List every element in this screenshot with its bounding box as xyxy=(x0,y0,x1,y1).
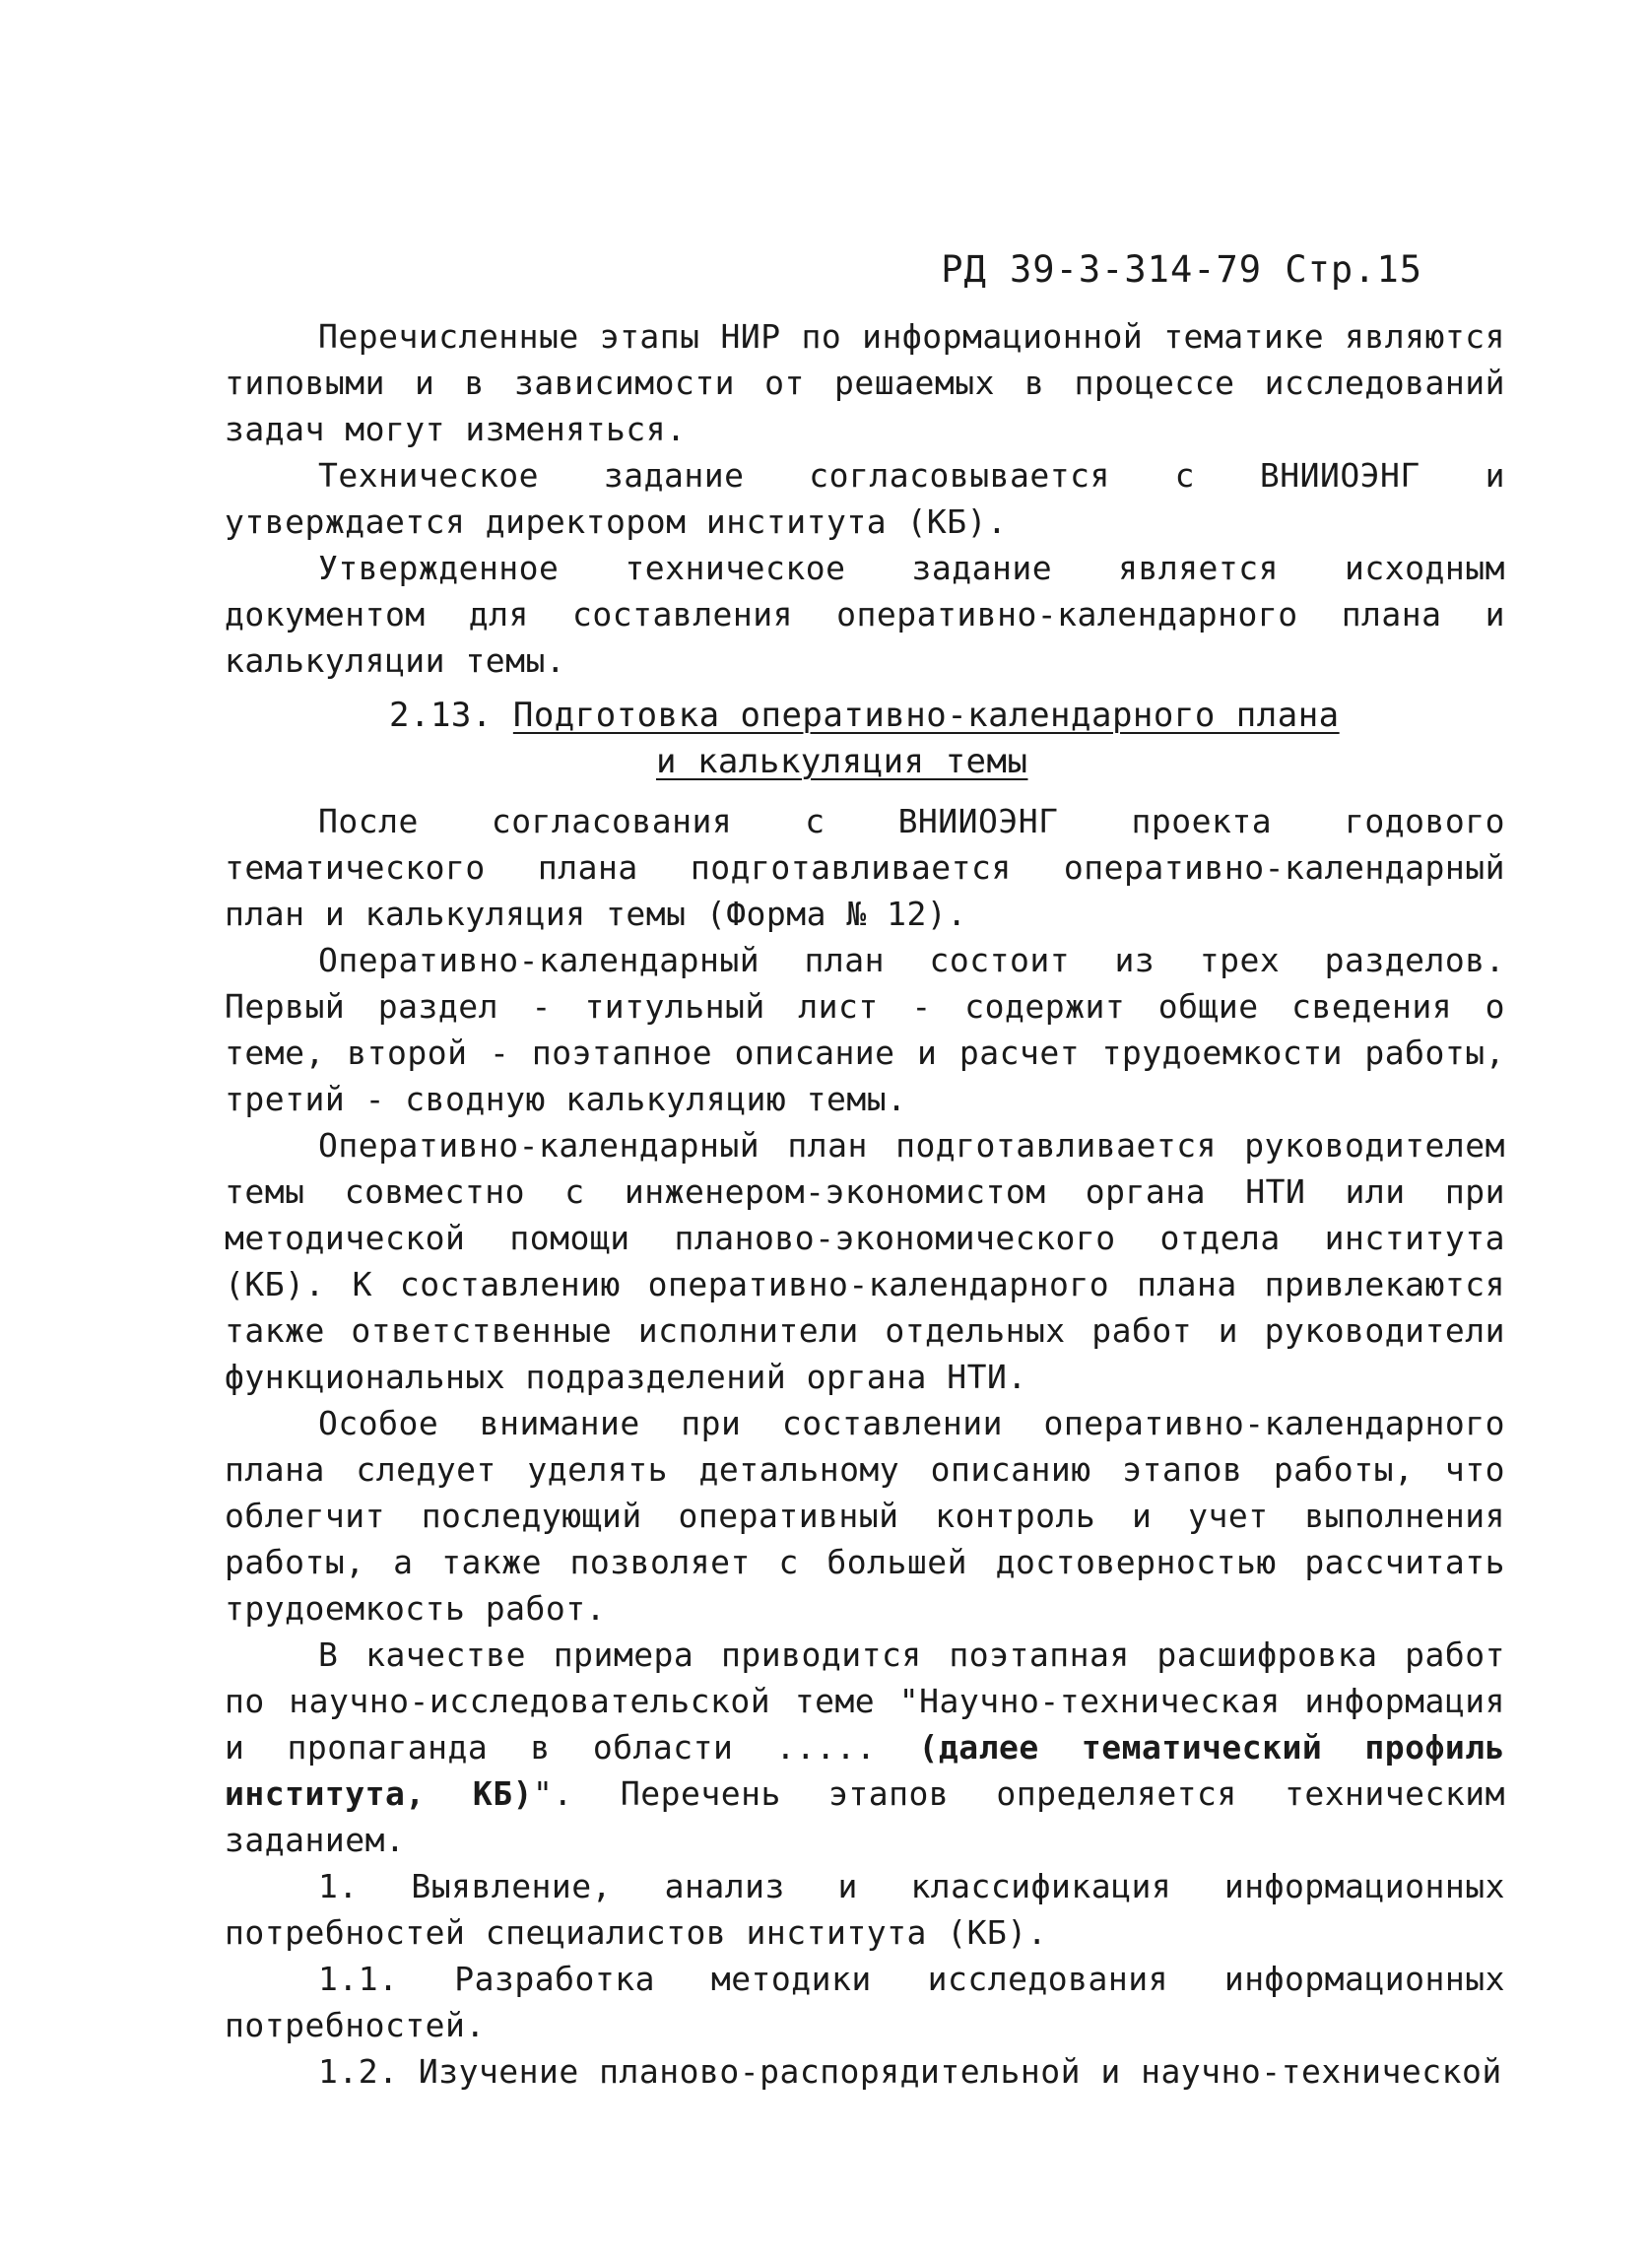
document-reference: РД 39-3-314-79 Стр.15 xyxy=(941,248,1422,291)
paragraph: Утвержденное техническое задание является исходным документом для составления оперативно-календарного плана и калькуляции темы. xyxy=(225,549,1505,680)
paragraph: Оперативно-календарный план состоит из трех разделов. Первый раздел - титульный лист - содержит общие сведения о теме, второй - поэтапное описание и расчет трудоемкости работы, третий - сводную калькуляцию темы. xyxy=(225,941,1505,1118)
paragraph-emphasis: (далее тематический профиль института, КБ) xyxy=(225,1728,1505,1813)
list-item: 1.1. Разработка методики исследования информационных потребностей. xyxy=(225,1960,1505,2044)
paragraph: После согласования с ВНИИОЭНГ проекта годового тематического плана подготавливается оперативно-календарный план и калькуляция темы (Форма № 12). xyxy=(225,802,1505,933)
list-item: 1. Выявление, анализ и классификация информационных потребностей специалистов института (КБ). xyxy=(225,1867,1505,1952)
paragraph: Техническое задание согласовывается с ВНИИОЭНГ и утверждается директором института (КБ). xyxy=(225,456,1505,541)
paragraph: Оперативно-календарный план подготавливается руководителем темы совместно с инженером-экономистом органа НТИ или при методической помощи планово-экономического отдела института (КБ). К составлению оперативно-календарного плана привлекаются также ответственные исполнители отдельных работ и руководители функциональных подразделений органа НТИ. xyxy=(225,1126,1505,1396)
section-title-line1: Подготовка оперативно-календарного плана xyxy=(512,696,1340,735)
paragraph-text: В качестве примера приводится поэтапная расшифровка работ по научно-исследовательской теме "Научно-техническая информация и пропаганда в области ..... xyxy=(225,1635,1505,1767)
paragraph: Особое внимание при составлении оперативно-календарного плана следует уделять детальному описанию этапов работы, что облегчит последующий оперативный контроль и учет выполнения работы, а также позволяет с большей достоверностью рассчитать трудоемкость работ. xyxy=(225,1404,1505,1628)
paragraph: Перечисленные этапы НИР по информационной тематике являются типовыми и в зависимости от решаемых в процессе исследований задач могут изменяться. xyxy=(225,317,1505,448)
paragraph-text: ". Перечень этапов определяется техническим заданием. xyxy=(225,1774,1506,1859)
intro-text xyxy=(225,313,1505,684)
section-body xyxy=(225,798,1505,2095)
section-number: 2.13. xyxy=(389,696,493,735)
list-item: 1.2. Изучение планово-распорядительной и научно-технической xyxy=(318,2052,1502,2091)
section-title-line2: и калькуляция темы xyxy=(656,742,1028,781)
paragraph xyxy=(225,1632,1505,1863)
